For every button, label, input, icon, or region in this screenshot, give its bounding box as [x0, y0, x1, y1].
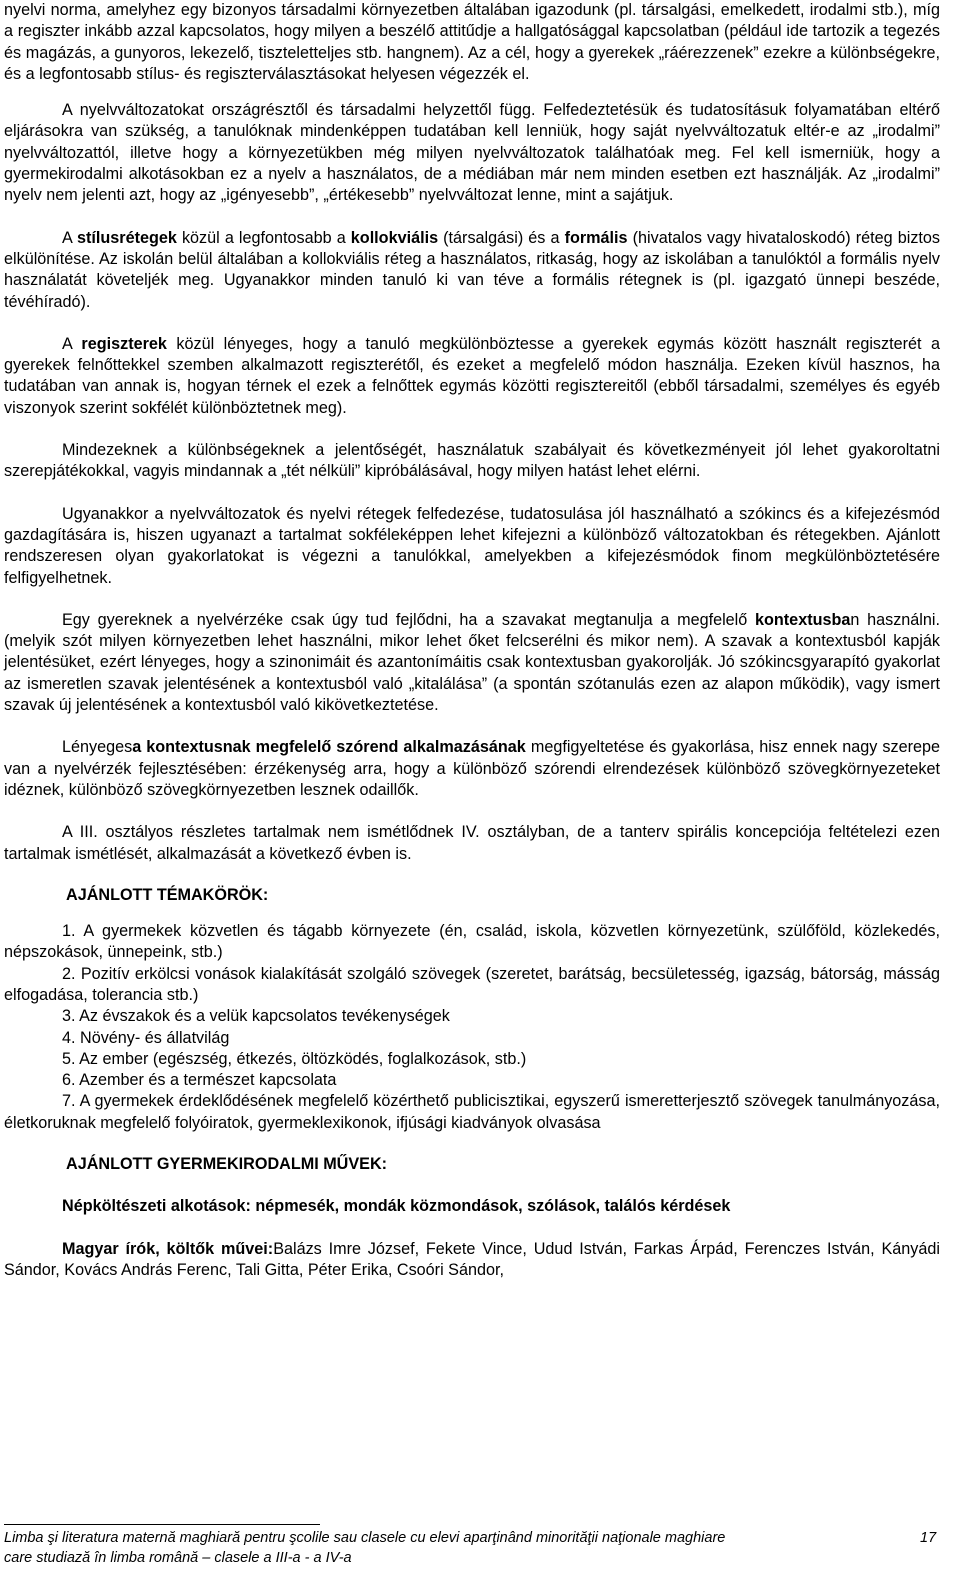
paragraph-registers [4, 334, 940, 419]
text-run: Egy gyereknek a nyelvérzéke csak úgy tud fejlődni, ha a szavakat megtanulja a megfelelő [62, 610, 756, 629]
folk-poetry-heading: Népköltészeti alkotások: népmesék, mondák közmondások, szólások, találós kérdések [62, 1197, 731, 1216]
text-run: A [62, 334, 82, 353]
list-item: 4. Növény- és állatvilág [62, 1028, 230, 1047]
footer-divider [4, 1524, 320, 1525]
recommended-topics-list [4, 921, 940, 1134]
list-item: 2. Pozitív erkölcsi vonások kialakítását szolgáló szövegek (szeretet, barátság, becsületesség, igazság, bátorság, másság elfogadása, tolerancia stb.) [4, 964, 940, 1004]
text-run: (társalgási) és a [438, 228, 565, 247]
authors-paragraph [4, 1239, 940, 1282]
paragraph-word-order [4, 737, 940, 801]
footer-line-1: Limba şi literatura maternă maghiară pentru şcolile sau clasele cu elevi aparţinând minorităţii naţionale maghiare [4, 1530, 726, 1546]
page-number: 17 [920, 1530, 937, 1546]
authors-label: Magyar írók, költők művei: [62, 1239, 274, 1258]
text-run: (hivatalos vagy hivataloskodó) réteg biztos elkülönítése. Az iskolán belül általában a kollokviális réteg a használatos, ritkaság, hogy az iskolában a tanulóktól a formális nyelv használatát követeljék meg. Ugyanakkor minden tanuló ki van téve a formális rétegnek is (pl. igazgató ünnepi beszéde, tévéhíradó). [4, 228, 941, 311]
bold-term-formal: formális [564, 228, 628, 247]
recommended-works-heading: AJÁNLOTT GYERMEKIRODALMI MŰVEK: [66, 1155, 388, 1174]
paragraph-context [4, 610, 940, 716]
text-run: n használni. (melyik szót milyen környezetben lehet használni, mikor lehet őket felcserélni és mikor nem). A szavak a kontextusból kapják jelentésüket, ezért lényeges, hogy a szinonimáit és azantonímáitis csak kontextusban gyakorolják. Jó szókincsgyarapító gyakorlat az ismeretlen szavak jelentésének a kontextusból való „kitalálása” (a spontán szótanulás ezen az alapon működik), vagy ismert szavak új jelentésének a kontextusból való kikövetkeztetése. [4, 610, 940, 715]
paragraph-style-layers [4, 228, 940, 313]
bold-term-style-layers: stílusrétegek [77, 228, 177, 247]
text-run: A [62, 228, 77, 247]
paragraph-vocabulary: Ugyanakkor a nyelvváltozatok és nyelvi rétegek felfedezése, tudatosulása jól használható a szókincs és a kifejezésmód gazdagítására is, hiszen ugyanazt a tartalmat sokféleképpen lehet kifejezni a különböző változatokban és rétegekben. Ajánlott rendszeresen olyan gyakorlatokat is végezni a tanulókkal, amelyekben a kifejezésmódok finom megkülönböztetésére felfigyelhetnek. [4, 504, 940, 587]
text-run: Lényeges [62, 738, 133, 757]
paragraph-language-variants: A nyelvváltozatokat országrésztől és társadalmi helyzettől függ. Felfedeztetésük és tudatosításuk folyamatában eltérő eljárásokra van szükség, a tanulóknak mindenképpen tudatában kell lenniük, hogy saját nyelvváltozatuk eltér-e az „irodalmi” nyelvváltozattól, illetve hogy a környezetükben még milyen nyelvváltozatok találhatóak meg. Fel kell ismerniük, hogy a gyermekirodalmi alkotásokban ez a nyelv a használatos, de a médiában már nem minden esetben ezt használják. Az „irodalmi” nyelv nem jelenti azt, hogy az „igényesebb”, „értékesebb” nyelvváltozat lenne, mint a sajátjuk. [4, 101, 940, 205]
paragraph-spiral-curriculum: A III. osztályos részletes tartalmak nem ismétlődnek IV. osztályban, de a tanterv spirális koncepciója feltételezi ezen tartalmak ismétlését, alkalmazását a következő évben is. [4, 823, 940, 863]
bold-term-word-order: a kontextusnak megfelelő szórend alkalmazásának [132, 738, 526, 757]
list-item: 1. A gyermekek közvetlen és tágabb környezete (én, család, iskola, közvetlen környezetünk, szülőföld, közlekedés, népszokások, ünnepeink, stb.) [4, 922, 940, 962]
text-run: megfigyeltetése és gyakorlása, hisz ennek nagy szerepe van a nyelvérzék fejlesztésében: érzékenység arra, hogy a különböző szórendi elrendezések különböző szövegkörnyezeteket idéznek, különböző szövegkörnyezetben lesznek odaillők. [4, 738, 940, 799]
footer-line-2: care studiază în limba română – clasele a III-a - a IV-a [4, 1550, 352, 1566]
text-run: közül lényeges, hogy a tanuló megkülönböztesse a gyerekek egymás között használt regiszterét a gyerekek felnőttekkel szemben alkalmazott regiszterétől, és ezeket a megfelelő módon használja. Ezeken kívül hasznos, ha tudatában van annak is, hogyan térnek el ezek a felnőttek egymás közötti regisztereitől (ebből társadalmi, személyes és egyéb viszonyok szerint sokfélét különböztetnek meg). [4, 334, 941, 417]
bold-term-colloquial: kollokviális [350, 228, 439, 247]
paragraph-role-play: Mindezeknek a különbségeknek a jelentőségét, használatuk szabályait és következményeit jól lehet gyakoroltatni szerepjátékokkal, vagyis mindannak a „tét nélküli” kipróbálásával, hogy milyen hatást lehet elérni. [4, 441, 940, 481]
list-item: 6. Azember és a természet kapcsolata [62, 1071, 337, 1090]
bold-term-registers: regiszterek [81, 334, 167, 353]
recommended-topics-heading: AJÁNLOTT TÉMAKÖRÖK: [66, 885, 269, 904]
list-item: 5. Az ember (egészség, étkezés, öltözködés, foglalkozások, stb.) [62, 1049, 527, 1068]
text-run: közül a legfontosabb a [176, 228, 351, 247]
list-item: 7. A gyermekek érdeklődésének megfelelő közérthető publicisztikai, egyszerű ismeretterjesztő szövegek tanulmányozása, életkoruknak megfelelő folyóiratok, gyermeklexikonok, ifjúsági kiadványok olvasása [4, 1092, 940, 1132]
page-footer [4, 1528, 904, 1568]
list-item: 3. Az évszakok és a velük kapcsolatos tevékenységek [62, 1007, 450, 1026]
paragraph-register: nyelvi norma, amelyhez egy bizonyos társadalmi környezetben általában igazodunk (pl. társalgási, emelkedett, irodalmi stb.), míg a regiszter inkább azzal kapcsolatos, hogy milyen a beszélő attitűdje a hallgatósággal kapcsolatban (például ide tartozik a tegezés és magázás, a gunyoros, lekezelő, tiszteletteljes stb. hangnem). Az a cél, hogy a gyerekek „ráérezzenek” ezekre a különbségekre, és a legfontosabb stílus- és regiszterválasztásokat helyesen végezzék el. [4, 1, 940, 83]
bold-term-context: kontextusba [755, 610, 851, 629]
authors-list: Balázs Imre József, Fekete Vince, Udud István, Farkas Árpád, Ferenczes István, Kányádi Sándor, Kovács András Ferenc, Tali Gitta, Péter Erika, Csoóri Sándor, [4, 1239, 940, 1279]
page-body [4, 0, 940, 1281]
